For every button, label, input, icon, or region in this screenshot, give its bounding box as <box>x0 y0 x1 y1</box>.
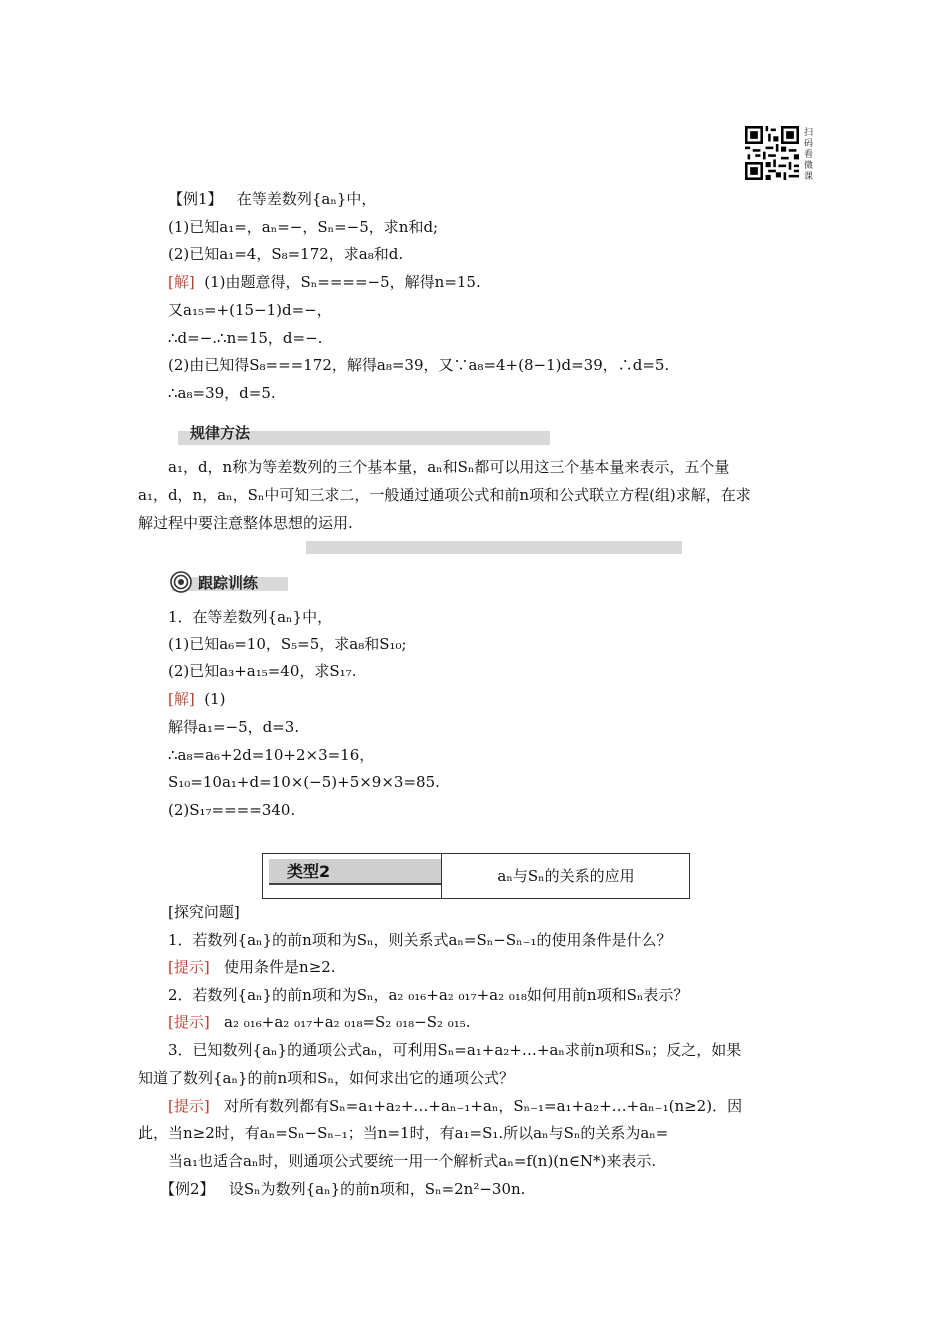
train-q1: (1)已知a₆=10，S₅=5，求a₈和S₁₀; <box>168 635 407 653</box>
explore-q3-line2: 知道了数列{aₙ}的前n项和Sₙ，如何求出它的通项公式？ <box>138 1069 514 1087</box>
explore-a1 <box>168 956 336 978</box>
explore-q1: 1．若数列{aₙ}的前n项和为Sₙ，则关系式aₙ=Sₙ−Sₙ₋₁的使用条件是什么？ <box>168 931 672 949</box>
hint-text: 对所有数列都有Sₙ=a₁+a₂+…+aₙ₋₁+aₙ，Sₙ₋₁=a₁+a₂+…+aₙ₋₁(n≥2)．因 <box>224 1097 743 1115</box>
example1-q1: (1)已知a₁=，aₙ=−，Sₙ=−5，求n和d; <box>168 218 439 236</box>
example1-solution-line5: ∴a₈=39，d=5. <box>168 384 276 402</box>
train-solution-line4: (2)S₁₇====340. <box>168 801 296 819</box>
explore-a2 <box>168 1011 471 1033</box>
train-solution-tag-line <box>168 688 226 710</box>
train-solution-line3: S₁₀=10a₁+d=10×(−5)+5×9×3=85. <box>168 773 440 791</box>
example1-solution-line3: ∴d=−.∴n=15，d=−. <box>168 329 323 347</box>
solution-text: (1)由题意得，Sₙ====−5，解得n=15. <box>204 273 481 291</box>
train-solution-line1: 解得a₁=−5，d=3. <box>168 718 300 736</box>
hint-tag: [提示] <box>168 1013 210 1031</box>
explore-q3-line1: 3．已知数列{aₙ}的通项公式aₙ，可利用Sₙ=a₁+a₂+…+aₙ求前n项和Sₙ；反之，如果 <box>168 1041 742 1059</box>
section-divider <box>306 541 682 554</box>
train-solution-line2: ∴a₈=a₆+2d=10+2×3=16， <box>168 746 375 764</box>
example2-stem <box>160 1178 525 1200</box>
train-solution-part: (1) <box>204 690 226 708</box>
example1-stem-text: 在等差数列{aₙ}中， <box>236 190 377 208</box>
train-solution-tag: [解] <box>168 690 195 708</box>
method-line1: a₁，d，n称为等差数列的三个基本量，aₙ和Sₙ都可以用这三个基本量来表示，五个量 <box>168 458 730 476</box>
explore-q2: 2．若数列{aₙ}的前n项和为Sₙ，a₂ ₀₁₆+a₂ ₀₁₇+a₂ ₀₁₈如何用前n项和Sₙ表示？ <box>168 986 689 1004</box>
qr-caption: 扫码看微课 <box>804 128 814 182</box>
example1-stem <box>168 188 376 210</box>
hint-text: a₂ ₀₁₆+a₂ ₀₁₇+a₂ ₀₁₈=S₂ ₀₁₈−S₂ ₀₁₅. <box>224 1013 471 1031</box>
example1-solution-line1 <box>168 271 481 293</box>
type2-tag: 类型2 <box>269 859 441 885</box>
method-header: 规律方法 <box>190 424 251 442</box>
train-header: 跟踪训练 <box>198 574 259 592</box>
example1-solution-line2: 又a₁₅=+(15−1)d=−， <box>168 301 332 319</box>
example1-tag: 【例1】 <box>168 190 223 208</box>
target-icon <box>170 571 192 593</box>
qr-code-icon <box>745 126 799 180</box>
explore-a3-line3: 当a₁也适合aₙ时，则通项公式要统一用一个解析式aₙ=f(n)(n∈N*)来表示. <box>168 1152 657 1170</box>
explore-a3-line2: 此，当n≥2时，有aₙ=Sₙ−Sₙ₋₁；当n=1时，有a₁=S₁.所以aₙ与Sₙ的关系为aₙ= <box>138 1124 669 1142</box>
explore-header: [探究问题] <box>168 903 240 921</box>
method-line2: a₁，d，n，aₙ，Sₙ中可知三求二，一般通过通项公式和前n项和公式联立方程(组)求解，在求 <box>138 486 751 504</box>
solution-tag: [解] <box>168 273 195 291</box>
type2-separator <box>441 854 442 898</box>
hint-tag: [提示] <box>168 1097 210 1115</box>
explore-a3-line1 <box>168 1095 742 1117</box>
hint-tag: [提示] <box>168 958 210 976</box>
example2-tag: 【例2】 <box>160 1180 215 1198</box>
example1-solution-line4: (2)由已知得S₈===172，解得a₈=39，又∵a₈=4+(8−1)d=39，∴d=5. <box>168 356 670 374</box>
type2-title: aₙ与Sₙ的关系的应用 <box>497 867 635 885</box>
example2-stem-text: 设Sₙ为数列{aₙ}的前n项和，Sₙ=2n²−30n. <box>228 1180 526 1198</box>
train-q0: 1．在等差数列{aₙ}中， <box>168 608 333 626</box>
method-line3: 解过程中要注意整体思想的运用. <box>138 514 353 532</box>
type2-banner <box>262 853 690 899</box>
train-q2: (2)已知a₃+a₁₅=40，求S₁₇. <box>168 662 357 680</box>
example1-q2: (2)已知a₁=4，S₈=172，求a₈和d. <box>168 245 404 263</box>
hint-text: 使用条件是n≥2. <box>224 958 336 976</box>
